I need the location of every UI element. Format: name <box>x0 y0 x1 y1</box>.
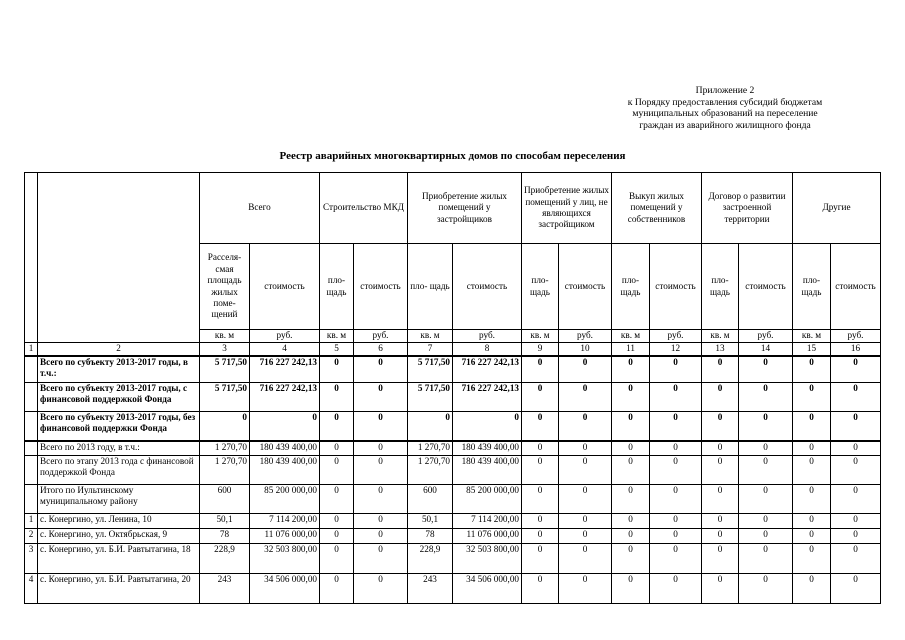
row-value: 0 <box>702 544 739 574</box>
row-value: 0 <box>650 544 702 574</box>
row-value: 1 270,70 <box>408 456 453 485</box>
row-value: 5 717,50 <box>200 383 250 412</box>
row-value: 0 <box>793 383 831 412</box>
header-group-non-developers: Приобретение жилых помещений у лиц, не являющихся застройщиком <box>522 173 612 244</box>
header-area: пло- щадь <box>702 244 739 330</box>
row-value: 0 <box>354 529 408 544</box>
row-value: 716 227 242,13 <box>453 383 522 412</box>
row-value: 0 <box>522 574 559 604</box>
table-row <box>25 514 881 529</box>
row-value: 0 <box>793 514 831 529</box>
header-group-buyout: Выкуп жилых помещений у собственников <box>612 173 702 244</box>
row-value: 243 <box>200 574 250 604</box>
row-value: 0 <box>650 514 702 529</box>
row-value: 0 <box>559 383 612 412</box>
row-name: Всего по субъекту 2013-2017 годы, без финансовой поддержки Фонда <box>38 412 200 441</box>
row-value: 180 439 400,00 <box>250 456 320 485</box>
row-value: 0 <box>739 514 793 529</box>
row-value: 0 <box>559 485 612 514</box>
row-value: 0 <box>612 514 650 529</box>
appendix-note <box>560 85 890 131</box>
row-name: Всего по субъекту 2013-2017 годы, с финансовой поддержкой Фонда <box>38 383 200 412</box>
unit-cost: руб. <box>739 330 793 343</box>
row-value: 0 <box>354 356 408 383</box>
row-number: 2 <box>25 529 38 544</box>
row-value: 0 <box>831 441 881 456</box>
row-value: 0 <box>739 544 793 574</box>
table-row <box>25 412 881 441</box>
row-value: 0 <box>650 456 702 485</box>
row-value: 0 <box>320 356 354 383</box>
row-value: 228,9 <box>408 544 453 574</box>
row-value: 50,1 <box>200 514 250 529</box>
row-value: 0 <box>739 356 793 383</box>
row-value: 0 <box>522 514 559 529</box>
row-value: 0 <box>612 485 650 514</box>
row-value: 0 <box>612 383 650 412</box>
row-number <box>25 412 38 441</box>
row-value: 0 <box>320 514 354 529</box>
header-area: пло- щадь <box>408 244 453 330</box>
table-row <box>25 529 881 544</box>
row-name: Итого по Иультинскому муниципальному району <box>38 485 200 514</box>
header-group-other: Другие <box>793 173 881 244</box>
row-value: 0 <box>793 456 831 485</box>
col-number: 8 <box>453 343 522 356</box>
row-value: 0 <box>559 544 612 574</box>
row-value: 0 <box>612 441 650 456</box>
row-value: 0 <box>354 514 408 529</box>
row-name: Всего по этапу 2013 года с финансовой поддержкой Фонда <box>38 456 200 485</box>
unit-cost: руб. <box>650 330 702 343</box>
row-value: 0 <box>831 383 881 412</box>
row-value: 0 <box>702 356 739 383</box>
row-value: 0 <box>408 412 453 441</box>
row-value: 0 <box>702 383 739 412</box>
col-number: 9 <box>522 343 559 356</box>
unit-area: кв. м <box>320 330 354 343</box>
table-row <box>25 544 881 574</box>
row-value: 0 <box>793 485 831 514</box>
row-value: 0 <box>320 383 354 412</box>
row-value: 0 <box>702 514 739 529</box>
row-value: 0 <box>522 529 559 544</box>
row-value: 0 <box>522 412 559 441</box>
row-value: 50,1 <box>408 514 453 529</box>
row-value: 0 <box>831 574 881 604</box>
row-value: 0 <box>320 441 354 456</box>
header-cost: стоимость <box>453 244 522 330</box>
row-value: 0 <box>354 574 408 604</box>
unit-cost: руб. <box>831 330 881 343</box>
row-value: 0 <box>650 485 702 514</box>
row-value: 600 <box>408 485 453 514</box>
header-blank-name <box>38 173 200 343</box>
row-value: 0 <box>354 383 408 412</box>
row-value: 0 <box>831 456 881 485</box>
row-value: 0 <box>702 441 739 456</box>
row-name: с. Конергино, ул. Б.И. Равтытагина, 18 <box>38 544 200 574</box>
header-group-development-contract: Договор о развитии застроенной территории <box>702 173 793 244</box>
row-number <box>25 383 38 412</box>
appendix-line-2: к Порядку предоставления субсидий бюджетам <box>627 96 823 108</box>
row-value: 0 <box>354 412 408 441</box>
row-value: 0 <box>739 485 793 514</box>
header-cost: стоимость <box>559 244 612 330</box>
header-blank-num <box>25 173 38 343</box>
row-value: 0 <box>739 529 793 544</box>
col-number: 13 <box>702 343 739 356</box>
row-value: 600 <box>200 485 250 514</box>
row-value: 0 <box>739 441 793 456</box>
col-number: 16 <box>831 343 881 356</box>
row-value: 7 114 200,00 <box>453 514 522 529</box>
row-value: 32 503 800,00 <box>453 544 522 574</box>
table-row <box>25 383 881 412</box>
header-area-full: Расселя- смая площадь жилых поме- щений <box>200 244 250 330</box>
row-value: 228,9 <box>200 544 250 574</box>
row-value: 0 <box>320 574 354 604</box>
row-value: 0 <box>793 412 831 441</box>
header-area: пло- щадь <box>320 244 354 330</box>
row-value: 0 <box>354 544 408 574</box>
row-value: 0 <box>320 485 354 514</box>
row-value: 0 <box>354 485 408 514</box>
row-value: 0 <box>793 356 831 383</box>
row-number: 3 <box>25 544 38 574</box>
row-value: 5 717,50 <box>200 356 250 383</box>
row-value: 0 <box>200 412 250 441</box>
col-number: 14 <box>739 343 793 356</box>
row-value: 0 <box>739 456 793 485</box>
row-value: 180 439 400,00 <box>250 441 320 456</box>
row-value: 85 200 000,00 <box>250 485 320 514</box>
row-name: с. Конергино, ул. Октябрьская, 9 <box>38 529 200 544</box>
register-table <box>24 172 881 604</box>
row-value: 0 <box>739 383 793 412</box>
row-value: 0 <box>612 356 650 383</box>
table-row <box>25 574 881 604</box>
row-value: 0 <box>650 441 702 456</box>
row-value: 0 <box>702 485 739 514</box>
row-value: 716 227 242,13 <box>250 383 320 412</box>
row-value: 0 <box>650 383 702 412</box>
unit-area: кв. м <box>702 330 739 343</box>
unit-area: кв. м <box>522 330 559 343</box>
page-title: Реестр аварийных многоквартирных домов по способам переселения <box>279 150 626 162</box>
row-value: 0 <box>793 529 831 544</box>
col-number: 3 <box>200 343 250 356</box>
row-value: 34 506 000,00 <box>453 574 522 604</box>
appendix-line-1: Приложение 2 <box>695 85 755 96</box>
unit-area: кв. м <box>200 330 250 343</box>
row-value: 0 <box>702 456 739 485</box>
row-value: 0 <box>793 441 831 456</box>
col-number: 6 <box>354 343 408 356</box>
unit-cost: руб. <box>354 330 408 343</box>
row-value: 0 <box>702 529 739 544</box>
row-value: 0 <box>831 514 881 529</box>
row-value: 0 <box>559 412 612 441</box>
header-group-row <box>25 173 881 244</box>
row-value: 0 <box>522 356 559 383</box>
col-number: 15 <box>793 343 831 356</box>
row-value: 0 <box>612 574 650 604</box>
row-number <box>25 456 38 485</box>
unit-cost: руб. <box>250 330 320 343</box>
table-row <box>25 456 881 485</box>
appendix-line-4: граждан из аварийного жилищного фонда <box>639 119 811 131</box>
row-name: с. Конергино, ул. Ленина, 10 <box>38 514 200 529</box>
row-value: 180 439 400,00 <box>453 456 522 485</box>
header-group-construction: Строительство МКД <box>320 173 408 244</box>
row-name: Всего по 2013 году, в т.ч.: <box>38 441 200 456</box>
row-value: 0 <box>612 456 650 485</box>
header-cost: стоимость <box>354 244 408 330</box>
row-value: 0 <box>453 412 522 441</box>
row-number: 4 <box>25 574 38 604</box>
col-number: 10 <box>559 343 612 356</box>
row-value: 0 <box>650 356 702 383</box>
row-value: 7 114 200,00 <box>250 514 320 529</box>
row-value: 0 <box>612 529 650 544</box>
header-cost: стоимость <box>650 244 702 330</box>
row-value: 0 <box>650 529 702 544</box>
row-value: 0 <box>612 412 650 441</box>
table-row <box>25 485 881 514</box>
row-value: 243 <box>408 574 453 604</box>
col-number: 11 <box>612 343 650 356</box>
row-value: 716 227 242,13 <box>250 356 320 383</box>
col-number: 2 <box>38 343 200 356</box>
row-value: 0 <box>831 544 881 574</box>
header-area: пло- щадь <box>522 244 559 330</box>
row-value: 0 <box>522 441 559 456</box>
row-value: 0 <box>831 412 881 441</box>
row-value: 0 <box>702 574 739 604</box>
row-value: 5 717,50 <box>408 356 453 383</box>
row-value: 0 <box>522 544 559 574</box>
row-value: 716 227 242,13 <box>453 356 522 383</box>
row-value: 0 <box>739 574 793 604</box>
row-number <box>25 485 38 514</box>
row-value: 180 439 400,00 <box>453 441 522 456</box>
row-value: 78 <box>200 529 250 544</box>
header-group-total: Всего <box>200 173 320 244</box>
header-group-developers: Приобретение жилых помещений у застройщиков <box>408 173 522 244</box>
row-value: 0 <box>559 514 612 529</box>
row-value: 0 <box>354 441 408 456</box>
row-value: 0 <box>739 412 793 441</box>
row-value: 0 <box>559 456 612 485</box>
row-value: 0 <box>612 544 650 574</box>
unit-area: кв. м <box>612 330 650 343</box>
row-number: 1 <box>25 514 38 529</box>
table-row <box>25 441 881 456</box>
row-value: 0 <box>650 574 702 604</box>
unit-cost: руб. <box>453 330 522 343</box>
row-value: 0 <box>250 412 320 441</box>
row-value: 11 076 000,00 <box>250 529 320 544</box>
row-value: 0 <box>831 485 881 514</box>
header-area: пло- щадь <box>793 244 831 330</box>
row-value: 0 <box>793 574 831 604</box>
row-value: 0 <box>559 574 612 604</box>
row-value: 0 <box>320 529 354 544</box>
row-value: 32 503 800,00 <box>250 544 320 574</box>
row-value: 0 <box>650 412 702 441</box>
header-cost: стоимость <box>831 244 881 330</box>
row-value: 1 270,70 <box>408 441 453 456</box>
row-value: 0 <box>831 356 881 383</box>
row-value: 34 506 000,00 <box>250 574 320 604</box>
row-value: 5 717,50 <box>408 383 453 412</box>
row-value: 0 <box>559 441 612 456</box>
header-area: пло- щадь <box>612 244 650 330</box>
row-value: 0 <box>320 544 354 574</box>
row-value: 0 <box>831 529 881 544</box>
row-value: 78 <box>408 529 453 544</box>
row-name: Всего по субъекту 2013-2017 годы, в т.ч.: <box>38 356 200 383</box>
unit-area: кв. м <box>793 330 831 343</box>
column-number-row <box>25 343 881 356</box>
col-number: 7 <box>408 343 453 356</box>
row-value: 0 <box>702 412 739 441</box>
row-value: 1 270,70 <box>200 441 250 456</box>
row-value: 1 270,70 <box>200 456 250 485</box>
row-value: 0 <box>559 356 612 383</box>
row-number <box>25 441 38 456</box>
header-cost: стоимость <box>739 244 793 330</box>
row-number <box>25 356 38 383</box>
row-value: 0 <box>320 412 354 441</box>
appendix-line-3: муниципальных образований на переселение <box>632 108 818 119</box>
row-value: 0 <box>354 456 408 485</box>
unit-cost: руб. <box>559 330 612 343</box>
row-value: 85 200 000,00 <box>453 485 522 514</box>
row-value: 0 <box>559 529 612 544</box>
row-value: 0 <box>320 456 354 485</box>
row-value: 0 <box>793 544 831 574</box>
row-value: 11 076 000,00 <box>453 529 522 544</box>
row-value: 0 <box>522 485 559 514</box>
col-number: 1 <box>25 343 38 356</box>
row-name: с. Конергино, ул. Б.И. Равтытагина, 20 <box>38 574 200 604</box>
row-value: 0 <box>522 456 559 485</box>
col-number: 5 <box>320 343 354 356</box>
table-row <box>25 356 881 383</box>
unit-area: кв. м <box>408 330 453 343</box>
col-number: 4 <box>250 343 320 356</box>
col-number: 12 <box>650 343 702 356</box>
header-cost: стоимость <box>250 244 320 330</box>
row-value: 0 <box>522 383 559 412</box>
